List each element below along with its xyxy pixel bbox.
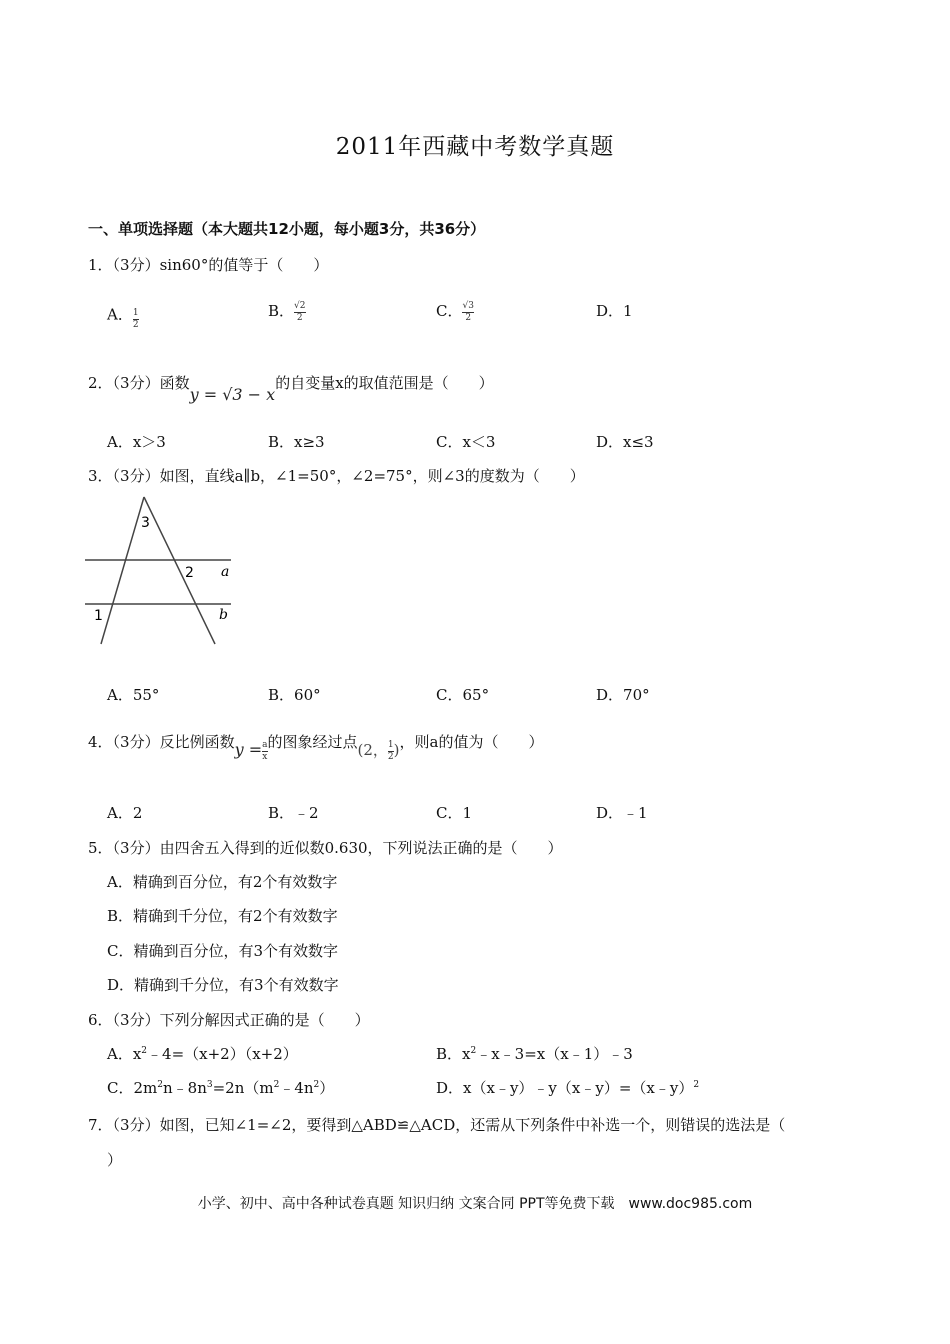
question-7-stem-cont: ） — [107, 1151, 123, 1169]
q5-option-a: A．精确到百分位，有2个有效数字 — [107, 873, 338, 891]
q4-formula — [234, 739, 268, 762]
q4-point-den: 2 — [387, 751, 394, 762]
line-a-label: a — [221, 564, 230, 580]
q2-stem-post: 的自变量x的取值范围是（ ） — [275, 374, 494, 392]
q1-option-d: D．1 — [596, 302, 633, 320]
question-3-stem: 3．（3分）如图，直线a∥b，∠1=50°，∠2=75°，则∠3的度数为（ ） — [88, 467, 585, 485]
q4-point-num: 1 — [387, 739, 394, 750]
parallel-lines-figure — [85, 493, 245, 648]
q6-a-pre: A．x — [107, 1045, 142, 1063]
q6-b-post: ﹣x﹣3=x（x﹣1）﹣3 — [476, 1045, 633, 1063]
q5-option-c: C．精确到百分位，有3个有效数字 — [107, 942, 339, 960]
q6-c-sup3: 2 — [273, 1080, 280, 1090]
q1-c-num: √3 — [462, 300, 474, 311]
q2-option-c: C．x＜3 — [436, 433, 496, 451]
question-6-stem: 6．（3分）下列分解因式正确的是（ ） — [88, 1011, 370, 1029]
q6-c-sup2: 3 — [206, 1080, 213, 1090]
q6-a-post: ﹣4=（x+2）（x+2） — [147, 1045, 298, 1063]
page-title: 2011年西藏中考数学真题 — [335, 134, 615, 160]
section-heading: 一、单项选择题（本大题共12小题，每小题3分，共36分） — [88, 220, 486, 238]
q3-option-a: A．55° — [107, 686, 160, 704]
angle-1-label: 1 — [94, 608, 103, 624]
question-1-stem: 1．（3分）sin60°的值等于（ ） — [88, 256, 329, 274]
q4-option-a: A．2 — [107, 804, 143, 822]
q1-b-den: 2 — [294, 312, 305, 324]
question-5-stem: 5．（3分）由四舍五入得到的近似数0.630，下列说法正确的是（ ） — [88, 839, 563, 857]
q6-c-sup4: 2 — [313, 1080, 320, 1090]
fraction-icon — [462, 301, 473, 324]
q1-b-num: √2 — [294, 300, 306, 311]
q2-stem-pre: 2．（3分）函数 — [88, 374, 190, 392]
q4-formula-den: x — [262, 751, 268, 762]
q4-stem-pre: 4．（3分）反比例函数 — [88, 733, 235, 751]
question-2-stem — [88, 372, 494, 404]
q6-option-b — [436, 1043, 633, 1064]
q4-point-pre: (2， — [357, 741, 388, 759]
q1-a-num: 1 — [132, 308, 139, 318]
q6-c-mid2: =2n（m — [212, 1079, 274, 1097]
q4-option-d: D．﹣1 — [596, 804, 648, 822]
fraction-icon — [294, 301, 305, 324]
q2-option-b: B．x≥3 — [268, 433, 325, 451]
q1-option-c-label: C． — [436, 302, 463, 320]
q6-c-mid1: n﹣8n — [162, 1079, 207, 1097]
q1-option-a — [107, 300, 139, 331]
q4-point-post: ) — [393, 741, 400, 759]
q6-d-pre: D．x（x﹣y）﹣y（x﹣y）=（x﹣y） — [436, 1079, 694, 1097]
q6-option-d — [436, 1077, 699, 1098]
q6-d-sup: 2 — [693, 1080, 700, 1090]
q6-option-c — [107, 1077, 334, 1098]
q4-option-c: C．1 — [436, 804, 473, 822]
transversal-right — [144, 497, 215, 644]
angle-2-label: 2 — [185, 565, 194, 581]
q5-option-d: D．精确到千分位，有3个有效数字 — [107, 976, 339, 994]
q4-option-b: B．﹣2 — [268, 804, 319, 822]
q6-b-sup: 2 — [470, 1046, 477, 1056]
fraction-icon — [262, 740, 267, 763]
q6-c-mid3: ﹣4n — [279, 1079, 314, 1097]
q1-a-den: 2 — [132, 320, 139, 330]
question-7-stem: 7．（3分）如图，已知∠1=∠2，要得到△ABD≌△ACD，还需从下列条件中补选一个，则错误的选法是（ — [88, 1116, 786, 1134]
q2-option-d: D．x≤3 — [596, 433, 654, 451]
transversal-left — [101, 497, 144, 644]
question-4-stem — [88, 731, 544, 762]
q2-formula: y = √3 − x — [189, 385, 276, 404]
q5-option-b: B．精确到千分位，有2个有效数字 — [107, 907, 338, 925]
q3-option-c: C．65° — [436, 686, 490, 704]
q1-option-b-label: B． — [268, 302, 295, 320]
q6-option-a — [107, 1043, 298, 1064]
q1-c-den: 2 — [462, 312, 473, 324]
q4-stem-post: ，则a的值为（ ） — [399, 733, 544, 751]
q3-option-b: B．60° — [268, 686, 321, 704]
q4-formula-lhs: y = — [234, 740, 263, 759]
q6-a-sup: 2 — [141, 1046, 148, 1056]
q4-formula-num: a — [262, 739, 268, 750]
q2-option-a: A．x＞3 — [107, 433, 166, 451]
q6-c-pre: C．2m — [107, 1079, 158, 1097]
q6-c-sup1: 2 — [157, 1080, 163, 1090]
q1-option-c — [436, 300, 474, 324]
q1-option-a-label: A． — [107, 305, 133, 324]
line-b-label: b — [219, 607, 228, 623]
q4-point — [357, 739, 400, 762]
q3-option-d: D．70° — [596, 686, 650, 704]
q1-option-b — [268, 300, 306, 324]
footer-ad-text: 小学、初中、高中各种试卷真题 知识归纳 文案合同 PPT等免费下载 www.doc985.com — [197, 1196, 753, 1212]
q4-stem-mid: 的图象经过点 — [267, 733, 358, 751]
angle-3-label: 3 — [141, 515, 150, 531]
q6-b-pre: B．x — [436, 1045, 471, 1063]
fraction-icon — [133, 308, 139, 331]
q6-c-post: ） — [319, 1079, 335, 1097]
